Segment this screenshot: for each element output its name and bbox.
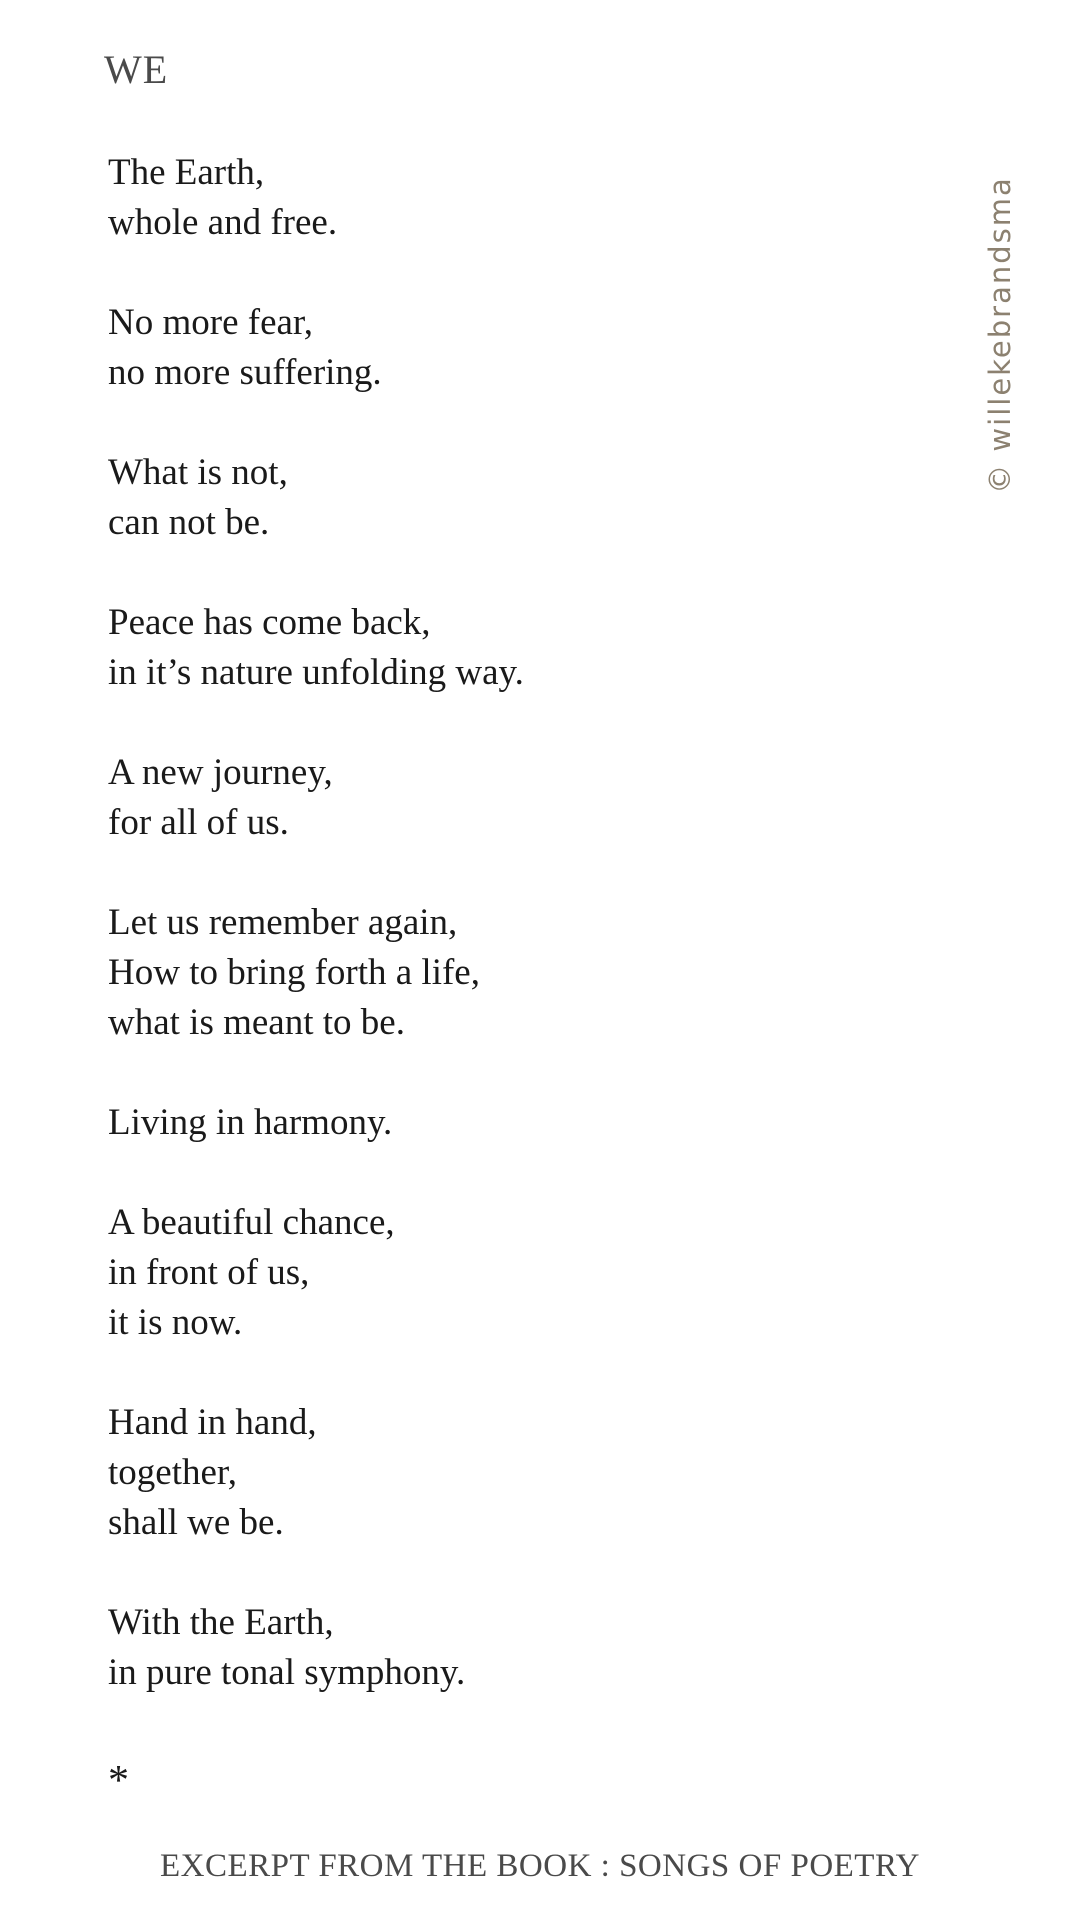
stanza bbox=[108, 1098, 928, 1148]
stanza bbox=[108, 148, 928, 248]
poem-body bbox=[108, 148, 928, 1748]
poem-line: How to bring forth a life, bbox=[108, 952, 480, 993]
stanza bbox=[108, 898, 928, 1048]
poem-line: No more fear, bbox=[108, 302, 313, 343]
stanza bbox=[108, 748, 928, 848]
poem-line: in pure tonal symphony. bbox=[108, 1652, 466, 1693]
poem-line: no more suffering. bbox=[108, 352, 382, 393]
poem-line: can not be. bbox=[108, 502, 270, 543]
poem-line: what is meant to be. bbox=[108, 1002, 405, 1043]
poem-line: for all of us. bbox=[108, 802, 289, 843]
poem-line: Living in harmony. bbox=[108, 1102, 393, 1143]
poem-line: A new journey, bbox=[108, 752, 333, 793]
stanza bbox=[108, 448, 928, 548]
poem-line: in front of us, bbox=[108, 1252, 310, 1293]
poem-line: The Earth, bbox=[108, 152, 265, 193]
stanza bbox=[108, 298, 928, 398]
poem-line: it is now. bbox=[108, 1302, 243, 1343]
stanza bbox=[108, 1598, 928, 1698]
poem-line: shall we be. bbox=[108, 1502, 284, 1543]
stanza bbox=[108, 1198, 928, 1348]
poem-line: whole and free. bbox=[108, 202, 338, 243]
poem-line: Let us remember again, bbox=[108, 902, 458, 943]
poem-line: Hand in hand, bbox=[108, 1402, 317, 1443]
poem-line: in it’s nature unfolding way. bbox=[108, 652, 524, 693]
poem-line: together, bbox=[108, 1452, 237, 1493]
poem-title: WE bbox=[104, 47, 169, 92]
stanza bbox=[108, 1398, 928, 1548]
poem-line: Peace has come back, bbox=[108, 602, 431, 643]
copyright-watermark: © willekebrandsma bbox=[983, 176, 1017, 494]
poem-line: With the Earth, bbox=[108, 1602, 334, 1643]
stanza bbox=[108, 598, 928, 698]
book-excerpt-footer: EXCERPT FROM THE BOOK : SONGS OF POETRY bbox=[159, 1848, 920, 1884]
poem-line: What is not, bbox=[108, 452, 288, 493]
end-mark: * bbox=[108, 1758, 129, 1804]
poem-line: A beautiful chance, bbox=[108, 1202, 395, 1243]
